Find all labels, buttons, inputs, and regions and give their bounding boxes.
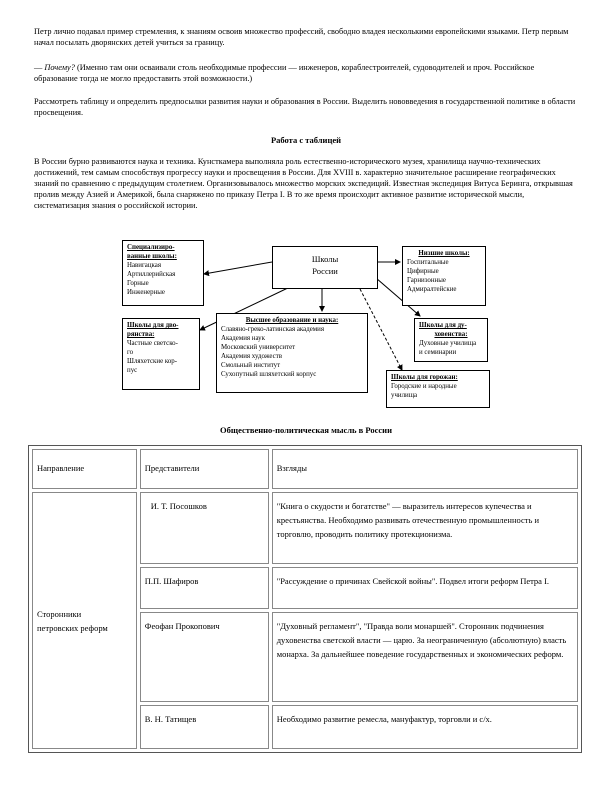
heading-social-thought: Общественно-политическая мысль в России bbox=[220, 425, 392, 435]
noble-item: Шляхетские кор- bbox=[127, 358, 178, 365]
views-cell: "Духовный регламент", "Правда воли монаршей". Сторонник подчинения духовенства светской власти — царю. За неограниченную (абсолютную) власть монарха. За дальнейшее поведение государственных и экономических реформ. bbox=[272, 612, 578, 702]
higher-item: Московский университет bbox=[221, 344, 296, 351]
paragraph-why-answer: (Именно там они осваивали столь необходимые профессии — инженеров, кораблестроителей, судоводителей и проч. Российское образование тогда не могло предоставить этой возможности.) bbox=[34, 63, 535, 83]
social-thought-table bbox=[28, 445, 582, 753]
noble-item: Частные светско- bbox=[127, 340, 178, 347]
person-cell: Феофан Прокопович bbox=[140, 612, 269, 702]
clergy-item: и семинарии bbox=[419, 349, 457, 356]
person-cell: В. Н. Татищев bbox=[140, 705, 269, 749]
special-title-2: ванные школы: bbox=[127, 253, 177, 260]
views-cell: "Рассуждение о причинах Свейской войны". Подвел итоги реформ Петра I. bbox=[272, 567, 578, 609]
lower-item: Госпитальные bbox=[407, 259, 449, 266]
box-lower-schools bbox=[402, 246, 486, 306]
higher-item: Академия наук bbox=[221, 335, 265, 342]
arrow-to-special bbox=[204, 262, 272, 274]
paragraph-task: Рассмотреть таблицу и определить предпосылки развития науки и образования в России. Выделить нововведения в государственной политике в области просвещения. bbox=[34, 97, 576, 117]
person-cell: И. Т. Посошков bbox=[140, 492, 269, 564]
box-special-schools bbox=[122, 240, 204, 306]
direction-line-2: петровских реформ bbox=[37, 622, 108, 633]
higher-item: Сухопутный шляхетский корпус bbox=[221, 371, 317, 378]
noble-title-2: рянства: bbox=[127, 331, 155, 338]
townspeople-item: Городские и народные bbox=[391, 383, 457, 390]
special-item: Навигацкая bbox=[127, 262, 162, 269]
special-item: Инженерные bbox=[127, 289, 165, 296]
noble-title-1: Школы для дво- bbox=[127, 322, 179, 329]
views-cell: Необходимо развитие ремесла, мануфактур, торговли и с/х. bbox=[272, 705, 578, 749]
box-clergy-schools bbox=[414, 318, 488, 362]
higher-item: Смольный институт bbox=[221, 362, 281, 369]
paragraph-science-development: В России бурно развиваются наука и техника. Кунсткамера выполняла роль естественно-исторического музея, хранилища научно-технических достижений, тем самым способствуя прогрессу науки и просвещения в России. Для XVIII в. характерно значительное расширение географических знаний по сравнению с предыдущим столетием. Организовывалось множество морских экспедиций. Известная экспедиция Витуса Беринга, открывшая пролив между Азией и Америкой, была снаряжено по приказу Петра I. В то же время происходит активное развитие исторической мысли, систематизация знания о российской истории. bbox=[34, 157, 573, 210]
higher-item: Славяно-греко-латинская академия bbox=[221, 326, 325, 333]
header-views: Взгляды bbox=[272, 449, 578, 489]
header-representatives: Представители bbox=[140, 449, 269, 489]
lower-item: Адмиралтейские bbox=[407, 286, 457, 293]
table-row bbox=[32, 492, 578, 564]
special-item: Горные bbox=[127, 280, 149, 287]
views-cell: "Книга о скудости и богатстве" — выразитель интересов купечества и крестьянства. Необходимо развивать отечественную промышленность и торговлю, проводить политику протекционизма. bbox=[272, 492, 578, 564]
center-line-1: Школы bbox=[311, 254, 339, 264]
center-line-2: России bbox=[312, 266, 338, 276]
box-higher-education bbox=[216, 313, 368, 393]
higher-title: Высшее образование и наука: bbox=[245, 317, 339, 324]
special-item: Артиллерийская bbox=[127, 271, 176, 278]
clergy-title-1: Школы для ду- bbox=[419, 322, 467, 329]
direction-line-1: Сторонники bbox=[37, 608, 82, 619]
heading-table-work: Работа с таблицей bbox=[270, 135, 342, 145]
noble-item: пус bbox=[127, 367, 138, 374]
townspeople-item: училища bbox=[391, 392, 418, 399]
paragraph-peter-example: Петр лично подавал пример стремления, к знаниям освоив множество профессий, свободно владея несколькими европейскими языками. Петр первым начал посылать дворянских детей учиться за границу. bbox=[34, 27, 569, 47]
paragraph-dash: — bbox=[34, 63, 45, 72]
diagram-center-schools bbox=[272, 246, 378, 289]
table-header-row bbox=[32, 449, 578, 489]
special-title-1: Специализиро- bbox=[127, 244, 175, 251]
lower-item: Гарнизонные bbox=[407, 277, 446, 284]
noble-item: го bbox=[127, 349, 134, 356]
why-question: Почему? bbox=[44, 63, 75, 72]
direction-cell bbox=[32, 492, 137, 749]
higher-item: Академия художеств bbox=[221, 353, 282, 360]
lower-title: Низшие школы: bbox=[418, 250, 470, 257]
lower-item: Цифирные bbox=[407, 268, 439, 275]
header-direction: Направление bbox=[32, 449, 137, 489]
box-noble-schools bbox=[122, 318, 200, 390]
box-townspeople-schools bbox=[386, 370, 490, 408]
townspeople-title: Школы для горожан: bbox=[391, 374, 458, 381]
person-cell: П.П. Шафиров bbox=[140, 567, 269, 609]
clergy-title-2: ховенства: bbox=[434, 331, 468, 338]
clergy-item: Духовные училища bbox=[419, 340, 477, 347]
